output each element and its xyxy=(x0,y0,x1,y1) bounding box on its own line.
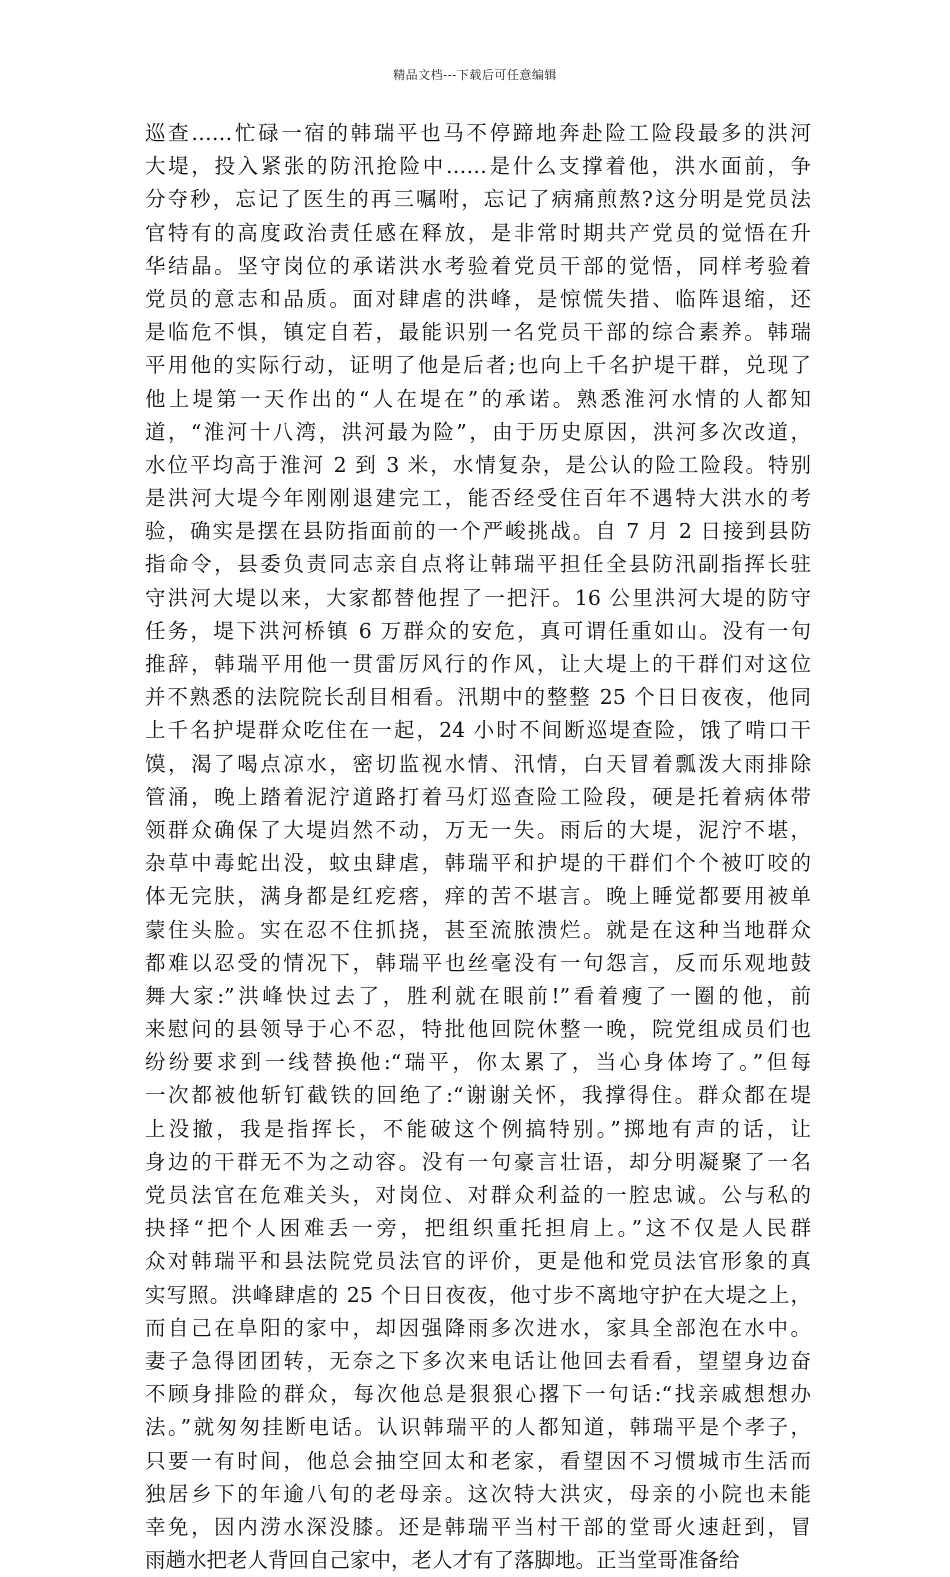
text-line: 官特有的高度政治责任感在释放，是非常时期共产党员的觉悟在升 xyxy=(145,220,811,245)
text-line: 上没撤，我是指挥长，不能破这个例搞特别。”掷地有声的话，让 xyxy=(145,1116,811,1141)
text-line: 来慰问的县领导于心不忍，特批他回院休整一晚，院党组成员们也 xyxy=(145,1017,811,1042)
text-line: 是洪河大堤今年刚刚退建完工，能否经受住百年不遇特大洪水的考 xyxy=(145,486,811,511)
text-line: 上千名护堤群众吃住在一起，24 小时不间断巡堤查险，饿了啃口干 xyxy=(145,718,811,743)
text-line: 都难以忍受的情况下，韩瑞平也丝毫没有一句怨言，反而乐观地鼓 xyxy=(145,950,811,975)
text-line: 巡查……忙碌一宿的韩瑞平也马不停蹄地奔赴险工险段最多的洪河 xyxy=(145,121,811,145)
text-line: 水位平均高于淮河 2 到 3 米，水情复杂，是公认的险工险段。特别 xyxy=(145,452,811,477)
text-line: 一次都被他斩钉截铁的回绝了:“谢谢关怀，我撑得住。群众都在堤 xyxy=(145,1083,811,1108)
text-line: 党员的意志和品质。面对肆虐的洪峰，是惊慌失措、临阵退缩，还 xyxy=(145,286,811,311)
text-line: 是临危不惧，镇定自若，最能识别一名党员干部的综合素养。韩瑞 xyxy=(145,320,811,345)
text-line: 体无完肤，满身都是红疙瘩，痒的苦不堪言。晚上睡觉都要用被单 xyxy=(145,884,811,909)
text-line: 雨趟水把老人背回自己家中，老人才有了落脚地。正当堂哥准备给 xyxy=(145,1548,740,1573)
text-line: 验，确实是摆在县防指面前的一个严峻挑战。自 7 月 2 日接到县防 xyxy=(145,519,811,544)
text-line: 法。”就匆匆挂断电话。认识韩瑞平的人都知道，韩瑞平是个孝子， xyxy=(145,1415,811,1440)
text-line: 任务，堤下洪河桥镇 6 万群众的安危，真可谓任重如山。没有一句 xyxy=(145,618,811,643)
text-line: 道，“淮河十八湾，洪河最为险”，由于历史原因，洪河多次改道， xyxy=(145,419,811,444)
text-line: 妻子急得团团转，无奈之下多次来电话让他回去看看，望望身边奋 xyxy=(145,1348,811,1373)
text-line: 领群众确保了大堤岿然不动，万无一失。雨后的大堤，泥泞不堪， xyxy=(145,817,811,842)
text-line: 身边的干群无不为之动容。没有一句豪言壮语，却分明凝聚了一名 xyxy=(145,1149,811,1174)
text-line: 他上堤第一天作出的“人在堤在”的承诺。熟悉淮河水情的人都知 xyxy=(145,386,811,411)
page-header: 精品文档---下载后可任意编辑 xyxy=(393,68,557,82)
text-line: 抉择“把个人困难丢一旁，把组织重托担肩上。”这不仅是人民群 xyxy=(145,1216,811,1241)
text-line: 平用他的实际行动，证明了他是后者;也向上千名护堤干群，兑现了 xyxy=(145,353,811,378)
text-line: 杂草中毒蛇出没，蚊虫肆虐，韩瑞平和护堤的干群们个个被叮咬的 xyxy=(145,851,811,876)
text-line: 党员法官在危难关头，对岗位、对群众利益的一腔忠诚。公与私的 xyxy=(145,1183,811,1207)
text-line: 不顾身排险的群众，每次他总是狠狠心撂下一句话:“找亲戚想想办 xyxy=(145,1382,811,1407)
text-line: 华结晶。坚守岗位的承诺洪水考验着党员干部的觉悟，同样考验着 xyxy=(145,253,811,278)
text-line: 守洪河大堤以来，大家都替他捏了一把汗。16 公里洪河大堤的防守 xyxy=(145,585,811,610)
text-line: 指命令，县委负责同志亲自点将让韩瑞平担任全县防汛副指挥长驻 xyxy=(145,552,811,577)
text-line: 蒙住头脸。实在忍不住抓挠，甚至流脓溃烂。就是在这种当地群众 xyxy=(145,917,811,942)
text-line: 管涌，晚上踏着泥泞道路打着马灯巡查险工险段，硬是托着病体带 xyxy=(145,784,811,809)
text-line: 分夺秒，忘记了医生的再三嘱咐，忘记了病痛煎熬?这分明是党员法 xyxy=(145,187,811,212)
text-line: 只要一有时间，他总会抽空回太和老家，看望因不习惯城市生活而 xyxy=(145,1448,811,1473)
text-line: 而自己在阜阳的家中，却因强降雨多次进水，家具全部泡在水中。 xyxy=(145,1315,811,1340)
text-line: 推辞，韩瑞平用他一贯雷厉风行的作风，让大堤上的干群们对这位 xyxy=(145,652,811,676)
text-line: 实写照。洪峰肆虐的 25 个日日夜夜，他寸步不离地守护在大堤之上， xyxy=(145,1282,811,1307)
text-line: 并不熟悉的法院院长刮目相看。汛期中的整整 25 个日日夜夜，他同 xyxy=(145,685,811,710)
text-line: 独居乡下的年逾八旬的老母亲。这次特大洪灾，母亲的小院也未能 xyxy=(145,1481,811,1506)
text-line: 纷纷要求到一线替换他:“瑞平，你太累了，当心身体垮了。”但每 xyxy=(145,1050,811,1075)
text-line: 馍，渴了喝点凉水，密切监视水情、汛情，白天冒着瓢泼大雨排除 xyxy=(145,751,811,776)
text-line: 幸免，因内涝水深没膝。还是韩瑞平当村干部的堂哥火速赶到，冒 xyxy=(145,1514,811,1539)
text-line: 舞大家:”洪峰快过去了，胜利就在眼前!”看着瘦了一圈的他，前 xyxy=(145,983,811,1008)
text-line: 众对韩瑞平和县法院党员法官的评价，更是他和党员法官形象的真 xyxy=(145,1249,811,1274)
text-line: 大堤，投入紧张的防汛抢险中……是什么支撑着他，洪水面前，争 xyxy=(145,154,811,179)
document-body xyxy=(145,117,811,1577)
